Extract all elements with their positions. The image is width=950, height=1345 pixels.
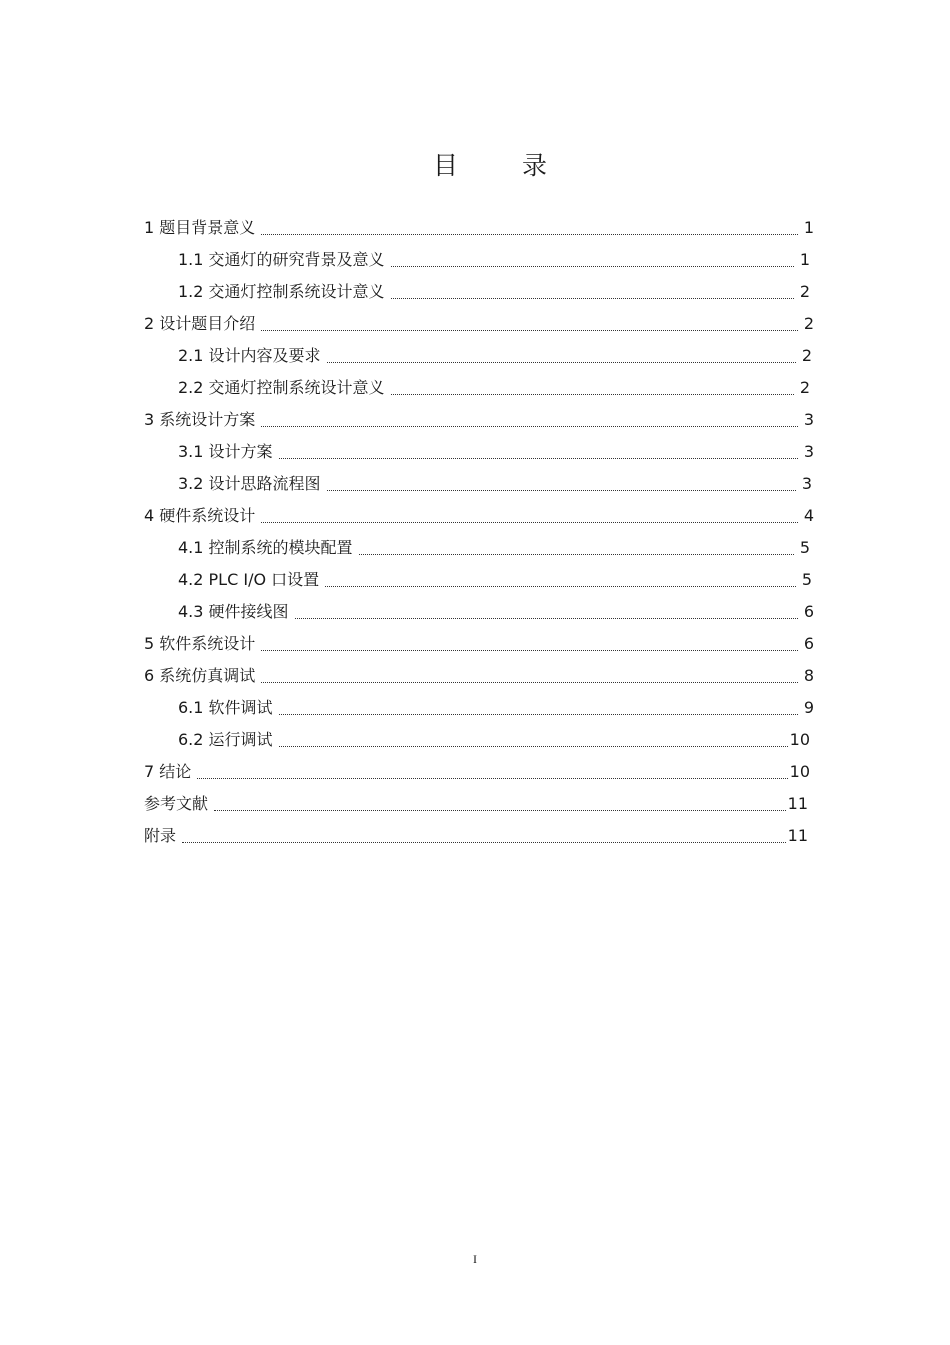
toc-entry-label: 5 软件系统设计 — [144, 634, 256, 653]
toc-entry-label: 附录 — [144, 826, 177, 845]
dot-leader — [197, 778, 787, 779]
dot-leader — [391, 298, 794, 299]
dot-leader — [261, 682, 798, 683]
toc-entry[interactable] — [144, 406, 814, 430]
toc-entry-page: 6 — [803, 634, 814, 653]
toc-entry-label: 4.2 PLC I/O 口设置 — [178, 570, 320, 589]
page-number: I — [473, 1252, 477, 1266]
toc-entry-page: 8 — [803, 666, 814, 685]
toc-entry[interactable] — [144, 822, 808, 846]
toc-entry-label: 参考文献 — [144, 794, 209, 813]
toc-entry-label: 1.2 交通灯控制系统设计意义 — [178, 282, 385, 301]
toc-entry-label: 1.1 交通灯的研究背景及意义 — [178, 250, 385, 269]
toc-entry-page: 5 — [801, 570, 812, 589]
toc-entry[interactable] — [144, 758, 810, 782]
toc-entry-page: 4 — [803, 506, 814, 525]
toc-entry-page: 2 — [799, 282, 810, 301]
toc-entry-label: 3.1 设计方案 — [178, 442, 273, 461]
toc-entry-page: 3 — [803, 442, 814, 461]
toc-entry-page: 11 — [787, 794, 808, 813]
toc-entry[interactable] — [144, 630, 814, 654]
toc-entry-label: 6.2 运行调试 — [178, 730, 273, 749]
dot-leader — [261, 234, 798, 235]
toc-entry[interactable] — [178, 278, 810, 302]
dot-leader — [359, 554, 794, 555]
dot-leader — [279, 714, 798, 715]
toc-entry-page: 3 — [801, 474, 812, 493]
toc-entry-label: 2.2 交通灯控制系统设计意义 — [178, 378, 385, 397]
dot-leader — [325, 586, 796, 587]
dot-leader — [279, 458, 798, 459]
toc-entry[interactable] — [178, 566, 812, 590]
toc-entry-label: 7 结论 — [144, 762, 192, 781]
toc-entry-page: 10 — [789, 730, 810, 749]
toc-entry[interactable] — [178, 470, 812, 494]
dot-leader — [327, 362, 796, 363]
dot-leader — [295, 618, 798, 619]
toc-entry[interactable] — [144, 662, 814, 686]
toc-entry[interactable] — [178, 598, 814, 622]
toc-entry-label: 4.1 控制系统的模块配置 — [178, 538, 353, 557]
toc-entry-page: 5 — [799, 538, 810, 557]
toc-entry-label: 6 系统仿真调试 — [144, 666, 256, 685]
toc-entry-page: 1 — [799, 250, 810, 269]
toc-entry-label: 2.1 设计内容及要求 — [178, 346, 321, 365]
toc-entry[interactable] — [178, 342, 812, 366]
toc-entry-page: 1 — [803, 218, 814, 237]
toc-title: 目 录 — [433, 151, 575, 180]
toc-entry[interactable] — [178, 246, 810, 270]
toc-entry[interactable] — [178, 694, 814, 718]
toc-entry-page: 11 — [787, 826, 808, 845]
toc-entry-label: 4 硬件系统设计 — [144, 506, 256, 525]
toc-entry[interactable] — [178, 374, 810, 398]
dot-leader — [261, 650, 798, 651]
dot-leader — [261, 426, 798, 427]
toc-entry-label: 4.3 硬件接线图 — [178, 602, 289, 621]
toc-entry[interactable] — [178, 534, 810, 558]
toc-entry[interactable] — [178, 438, 814, 462]
dot-leader — [214, 810, 786, 811]
toc-entry-label: 3.2 设计思路流程图 — [178, 474, 321, 493]
toc-entry-label: 6.1 软件调试 — [178, 698, 273, 717]
toc-entry-page: 6 — [803, 602, 814, 621]
toc-entry-label: 2 设计题目介绍 — [144, 314, 256, 333]
toc-entry-page: 9 — [803, 698, 814, 717]
toc-entry-label: 3 系统设计方案 — [144, 410, 256, 429]
toc-entry[interactable] — [144, 214, 814, 238]
toc-entry-page: 2 — [799, 378, 810, 397]
toc-entry-page: 2 — [803, 314, 814, 333]
toc-entry-page: 10 — [789, 762, 810, 781]
dot-leader — [391, 266, 794, 267]
dot-leader — [279, 746, 788, 747]
dot-leader — [391, 394, 794, 395]
toc-entry-page: 3 — [803, 410, 814, 429]
toc-entry-page: 2 — [801, 346, 812, 365]
toc-entry[interactable] — [178, 726, 810, 750]
toc-entry[interactable] — [144, 310, 814, 334]
toc-entry-label: 1 题目背景意义 — [144, 218, 256, 237]
dot-leader — [261, 330, 798, 331]
dot-leader — [261, 522, 798, 523]
dot-leader — [327, 490, 796, 491]
toc-entry[interactable] — [144, 790, 808, 814]
toc-entry[interactable] — [144, 502, 814, 526]
dot-leader — [182, 842, 786, 843]
